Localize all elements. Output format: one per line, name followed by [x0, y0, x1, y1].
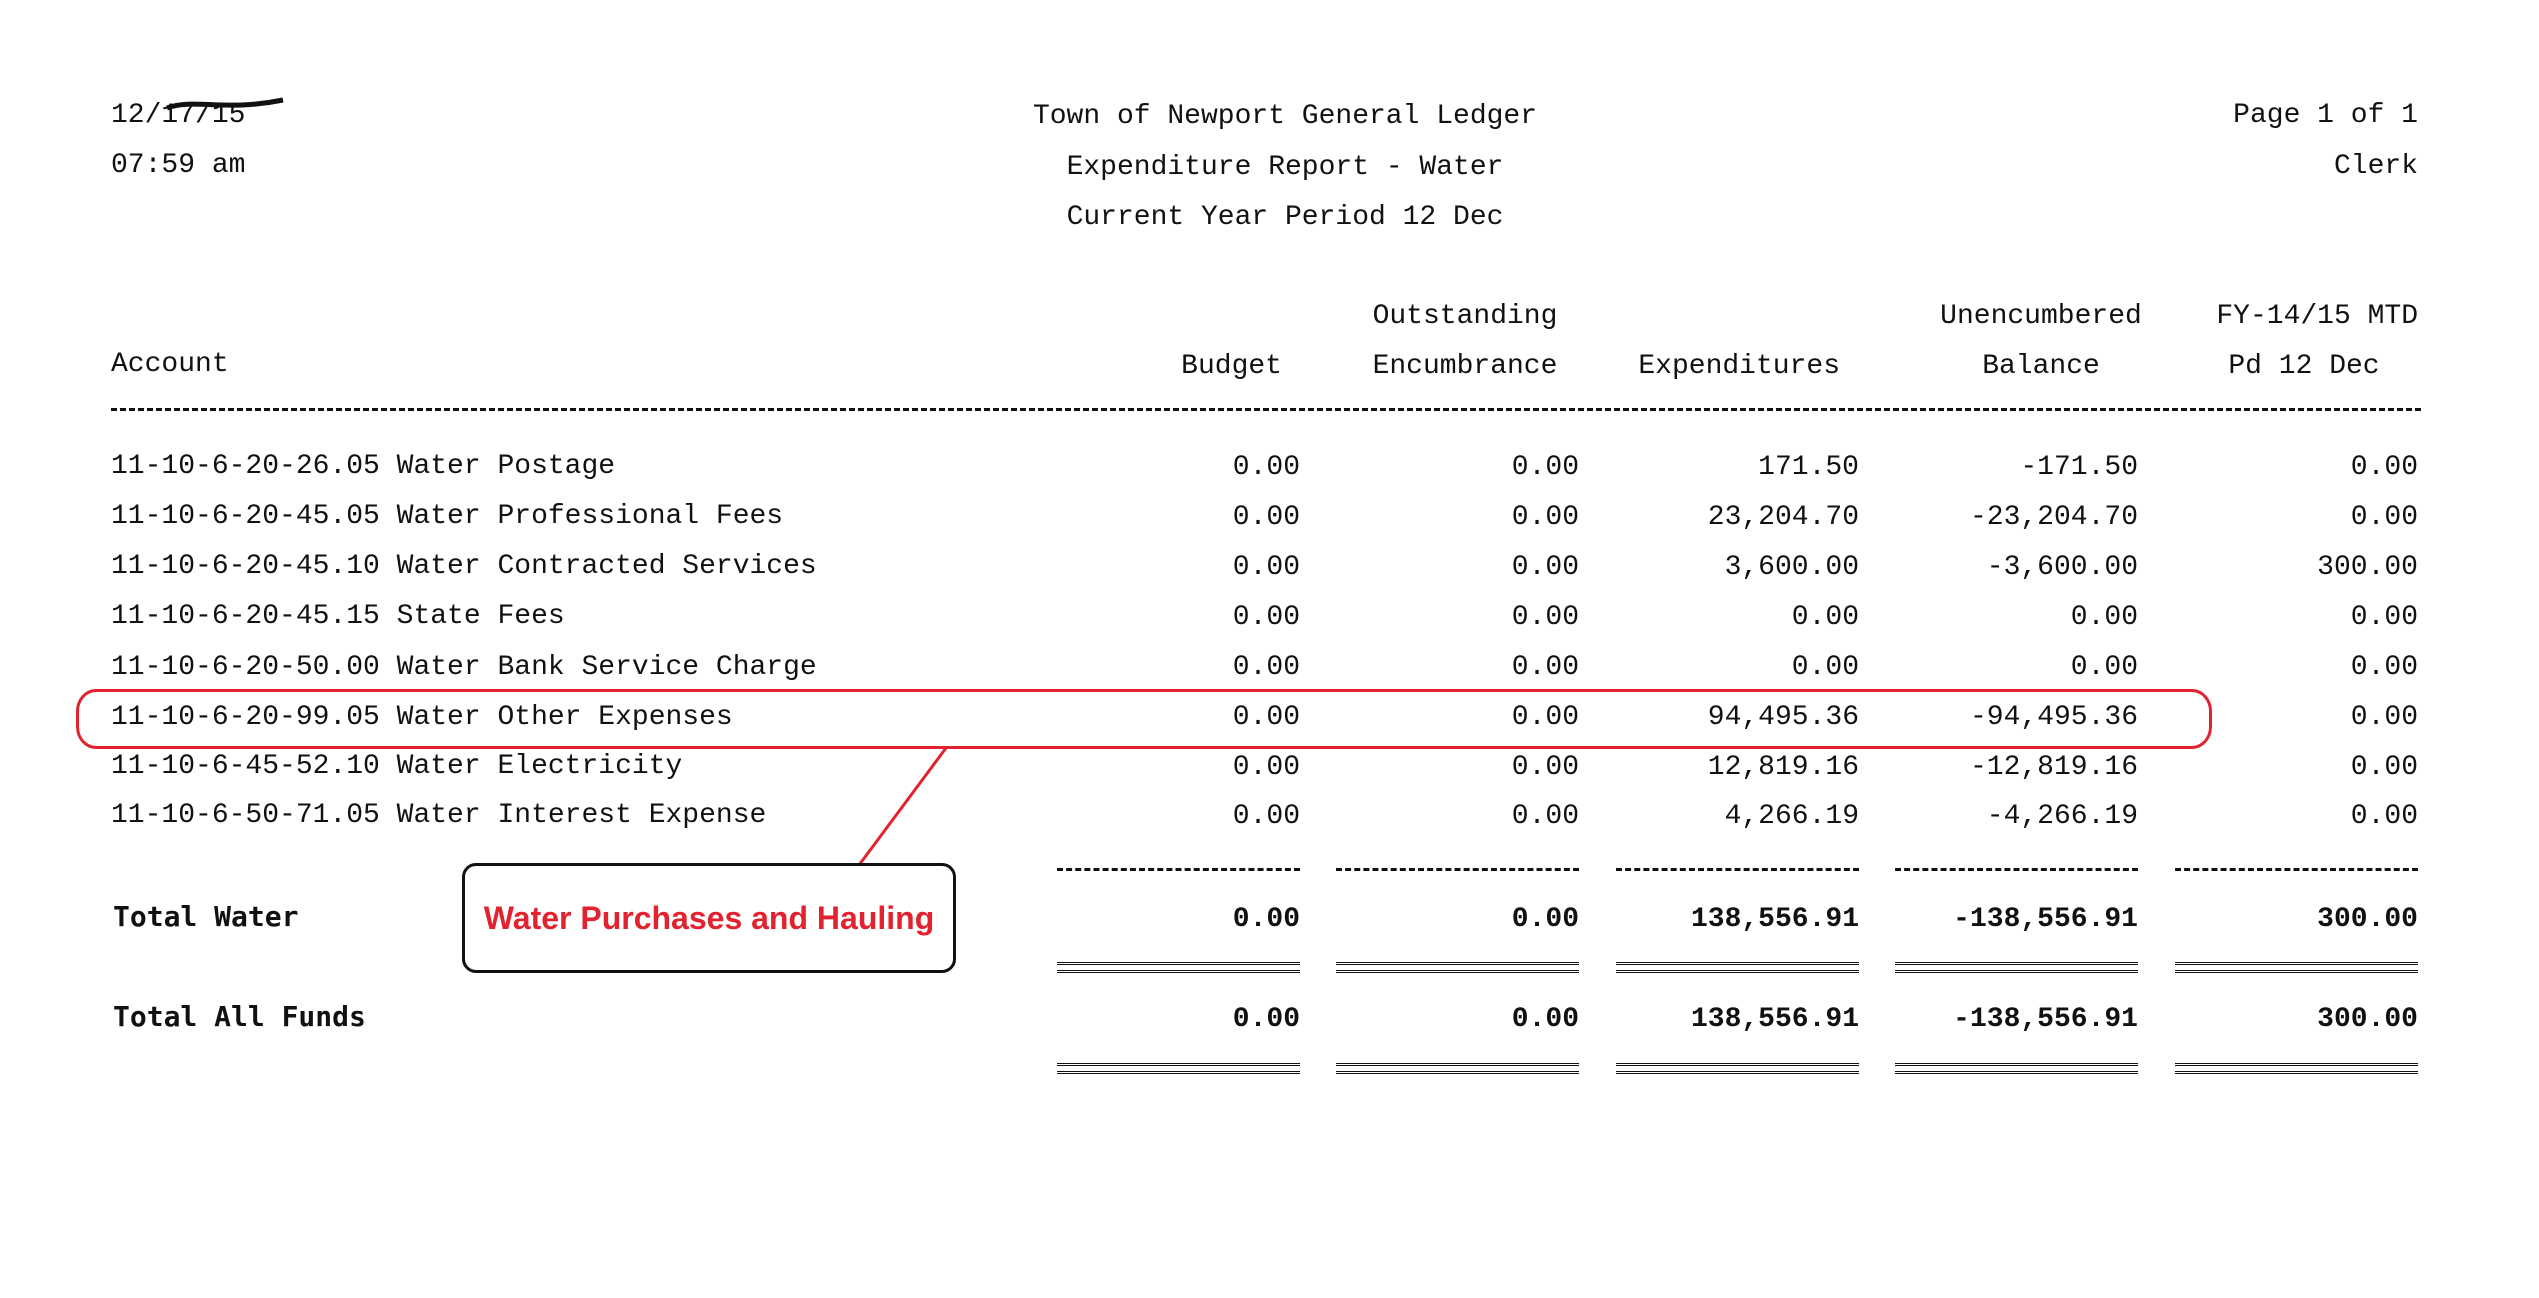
- callout-box: [462, 863, 956, 973]
- total-encumbrance: 0.00: [1511, 1004, 1579, 1035]
- row-mtd: 0.00: [2350, 801, 2418, 832]
- total-mtd: 300.00: [2317, 1004, 2418, 1035]
- row-mtd: 0.00: [2350, 702, 2418, 733]
- row-mtd: 300.00: [2317, 552, 2418, 583]
- row-account: 11-10-6-20-99.05 Water Other Expenses: [111, 702, 733, 733]
- report-time: 07:59 am: [111, 150, 246, 181]
- col-header-balance-top: Unencumbered: [1940, 301, 2142, 332]
- row-account: 11-10-6-45-52.10 Water Electricity: [111, 751, 683, 782]
- report-date: 12/17/15: [111, 100, 246, 131]
- row-mtd: 0.00: [2350, 752, 2418, 783]
- row-account: 11-10-6-20-26.05 Water Postage: [111, 451, 616, 482]
- row-account: 11-10-6-20-45.15 State Fees: [111, 601, 565, 632]
- row-encumbrance: 0.00: [1511, 552, 1579, 583]
- col-header-mtd-top: FY-14/15 MTD: [2216, 301, 2418, 332]
- row-account: 11-10-6-20-50.00 Water Bank Service Charge: [111, 652, 817, 683]
- highlight-ellipse: [76, 689, 2212, 749]
- row-budget: 0.00: [1232, 801, 1300, 832]
- row-encumbrance: 0.00: [1511, 702, 1579, 733]
- double-rule: [1057, 962, 1300, 973]
- col-header-budget: Budget: [1181, 351, 1282, 382]
- col-header-mtd: Pd 12 Dec: [2228, 351, 2380, 382]
- double-rule: [1616, 1063, 1859, 1074]
- total-expenditures: 138,556.91: [1690, 1004, 1859, 1035]
- date-strikethrough-mark: [165, 94, 285, 114]
- row-encumbrance: 0.00: [1511, 602, 1579, 633]
- row-balance: -12,819.16: [1969, 752, 2138, 783]
- row-account: 11-10-6-50-71.05 Water Interest Expense: [111, 800, 767, 831]
- row-balance: -94,495.36: [1969, 702, 2138, 733]
- row-budget: 0.00: [1232, 452, 1300, 483]
- subtotal-rule: [1895, 868, 2138, 871]
- double-rule: [1336, 962, 1579, 973]
- col-header-balance: Balance: [1982, 351, 2100, 382]
- total-label: Total Water: [113, 900, 299, 933]
- report-subtitle: Expenditure Report - Water: [1066, 152, 1504, 183]
- row-encumbrance: 0.00: [1511, 502, 1579, 533]
- row-balance: 0.00: [2070, 602, 2138, 633]
- total-balance: -138,556.91: [1953, 904, 2138, 935]
- row-budget: 0.00: [1232, 652, 1300, 683]
- header-separator: [111, 408, 2421, 411]
- double-rule: [1057, 1063, 1300, 1074]
- row-account: 11-10-6-20-45.10 Water Contracted Services: [111, 551, 817, 582]
- row-encumbrance: 0.00: [1511, 801, 1579, 832]
- double-rule: [2175, 1063, 2418, 1074]
- row-mtd: 0.00: [2350, 452, 2418, 483]
- double-rule: [2175, 962, 2418, 973]
- row-encumbrance: 0.00: [1511, 652, 1579, 683]
- total-label: Total All Funds: [113, 1000, 366, 1033]
- subtotal-rule: [1616, 868, 1859, 871]
- callout-text: Water Purchases and Hauling: [483, 899, 935, 936]
- total-expenditures: 138,556.91: [1690, 904, 1859, 935]
- col-header-encumbrance-top: Outstanding: [1372, 301, 1558, 332]
- row-expenditures: 3,600.00: [1724, 552, 1859, 583]
- col-header-encumbrance: Encumbrance: [1372, 351, 1558, 382]
- row-balance: -171.50: [2020, 452, 2138, 483]
- total-encumbrance: 0.00: [1511, 904, 1579, 935]
- double-rule: [1895, 962, 2138, 973]
- subtotal-rule: [1057, 868, 1300, 871]
- total-mtd: 300.00: [2317, 904, 2418, 935]
- row-balance: -4,266.19: [1986, 801, 2138, 832]
- report-user: Clerk: [2333, 151, 2418, 182]
- row-expenditures: 4,266.19: [1724, 801, 1859, 832]
- row-expenditures: 0.00: [1791, 652, 1859, 683]
- row-encumbrance: 0.00: [1511, 452, 1579, 483]
- col-header-account: Account: [111, 349, 229, 380]
- row-balance: -23,204.70: [1969, 502, 2138, 533]
- row-expenditures: 94,495.36: [1707, 702, 1859, 733]
- row-account: 11-10-6-20-45.05 Water Professional Fees: [111, 501, 784, 532]
- double-rule: [1895, 1063, 2138, 1074]
- total-balance: -138,556.91: [1953, 1004, 2138, 1035]
- row-balance: -3,600.00: [1986, 552, 2138, 583]
- row-budget: 0.00: [1232, 502, 1300, 533]
- row-encumbrance: 0.00: [1511, 752, 1579, 783]
- subtotal-rule: [2175, 868, 2418, 871]
- double-rule: [1336, 1063, 1579, 1074]
- row-expenditures: 23,204.70: [1707, 502, 1859, 533]
- total-budget: 0.00: [1232, 904, 1300, 935]
- total-budget: 0.00: [1232, 1004, 1300, 1035]
- col-header-expenditures: Expenditures: [1638, 351, 1840, 382]
- row-mtd: 0.00: [2350, 652, 2418, 683]
- row-expenditures: 171.50: [1758, 452, 1859, 483]
- row-balance: 0.00: [2070, 652, 2138, 683]
- row-expenditures: 12,819.16: [1707, 752, 1859, 783]
- row-expenditures: 0.00: [1791, 602, 1859, 633]
- row-budget: 0.00: [1232, 552, 1300, 583]
- row-budget: 0.00: [1232, 702, 1300, 733]
- row-budget: 0.00: [1232, 602, 1300, 633]
- row-budget: 0.00: [1232, 752, 1300, 783]
- row-mtd: 0.00: [2350, 502, 2418, 533]
- report-period: Current Year Period 12 Dec: [1066, 202, 1504, 233]
- row-mtd: 0.00: [2350, 602, 2418, 633]
- subtotal-rule: [1336, 868, 1579, 871]
- page-number: Page 1 of 1: [2233, 100, 2418, 131]
- double-rule: [1616, 962, 1859, 973]
- report-title: Town of Newport General Ledger: [1032, 101, 1538, 132]
